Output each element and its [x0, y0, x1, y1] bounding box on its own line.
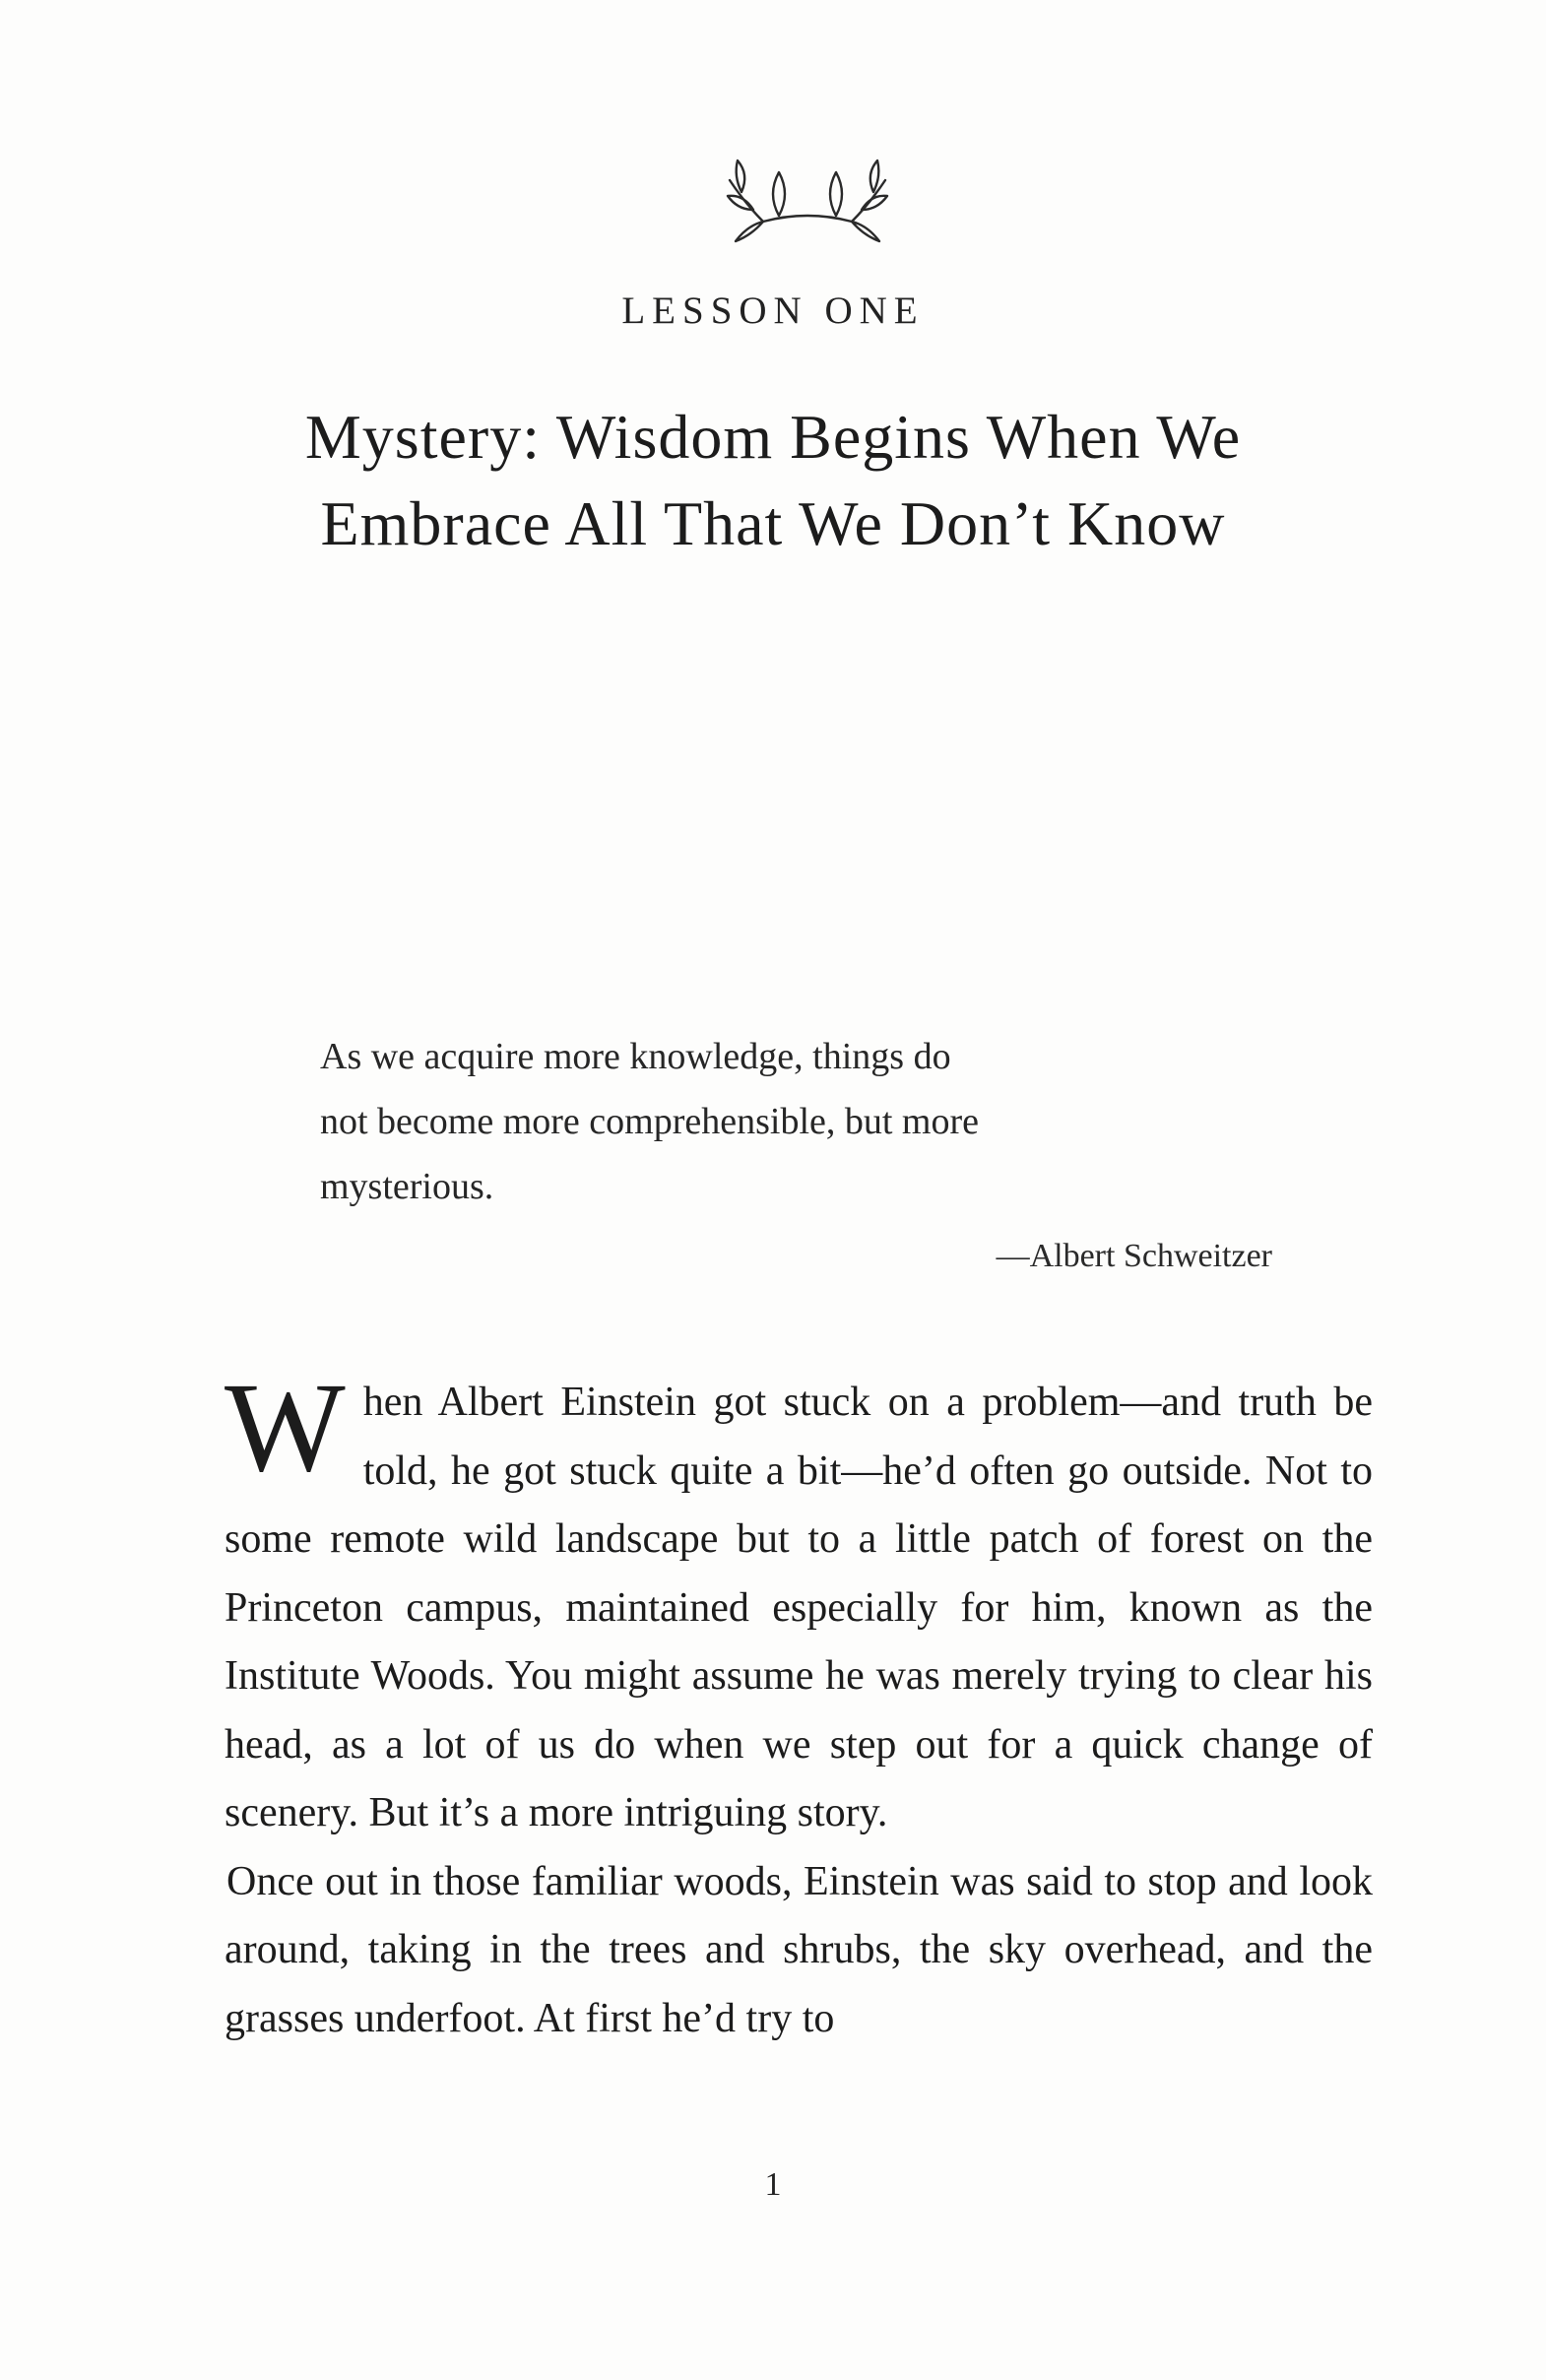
epigraph-attribution: —Albert Schweitzer	[996, 1238, 1272, 1274]
laurel-ornament-icon	[724, 153, 891, 251]
chapter-title-line: Embrace All That We Don’t Know	[320, 488, 1226, 558]
lesson-label: LESSON ONE	[621, 289, 925, 332]
page-number: 1	[764, 2166, 782, 2203]
epigraph-quote	[320, 1024, 1157, 1219]
body-text	[225, 1357, 1373, 2053]
epigraph-line: mysterious.	[320, 1166, 494, 1207]
epigraph-line: not become more comprehensible, but more	[320, 1101, 980, 1142]
body-paragraph: Once out in those familiar woods, Einstein was said to stop and look around, taking in the trees and shrubs, the sky overhead, and the grasses underfoot. At first he’d try to	[225, 1858, 1373, 2041]
epigraph-line: As we acquire more knowledge, things do	[320, 1036, 951, 1077]
paragraph-text: hen Albert Einstein got stuck on a problem—and truth be told, he got stuck quite a bit—he’d often go outside. Not to some remote wild landscape but to a little patch of forest on the Princeton campus, maintained especially for him, known as the Institute Woods. You might assume he was merely trying to clear his head, as a lot of us do when we step out for a quick change of scenery. But it’s a more intriguing story.	[225, 1380, 1373, 1835]
chapter-title	[281, 394, 1265, 567]
chapter-title-line: Mystery: Wisdom Begins When We	[304, 402, 1242, 472]
drop-cap: W	[225, 1357, 346, 1499]
body-paragraph	[225, 1357, 1373, 1848]
